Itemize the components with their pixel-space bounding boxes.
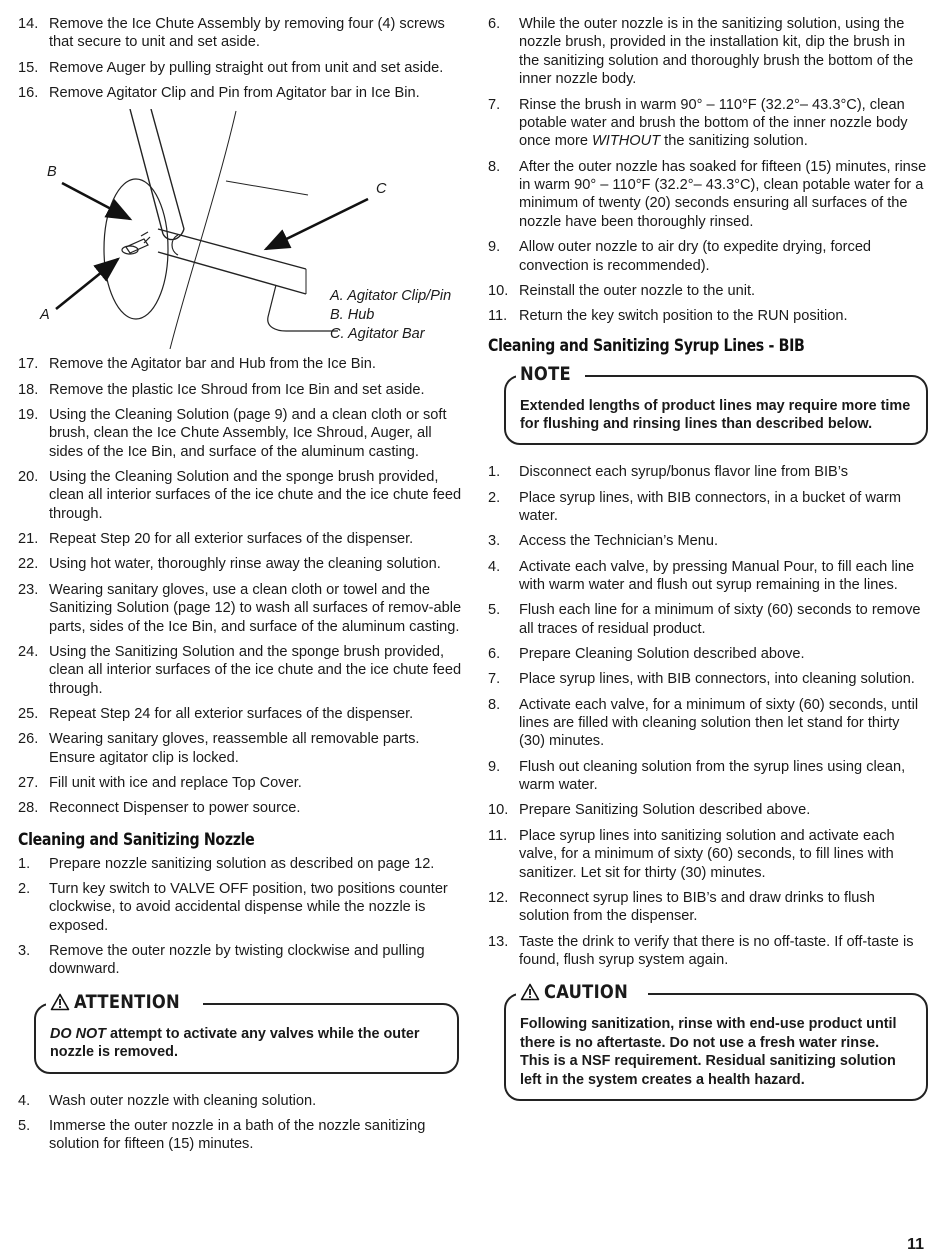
nozzle-step-4: 4. Wash outer nozzle with cleaning solution.: [18, 1092, 317, 1109]
step-23: 23. Wearing sanitary gloves, use a clean cloth or towel and the Sanitizing Solution (page 12) to wash all surfaces of remov-able parts, sides of the Ice Bin, and surface of the aluminum casting.: [18, 581, 462, 635]
figure-label-a: A: [40, 307, 50, 324]
figure-label-c: C: [376, 181, 387, 198]
attention-text: DO NOT attempt to activate any valves while the outer nozzle is removed.: [50, 1025, 420, 1061]
note-title: NOTE: [520, 362, 571, 385]
legend-item-c: C. Agitator Bar: [330, 326, 425, 343]
step-19: 19. Using the Cleaning Solution (page 9) and a clean cloth or soft brush, clean the Ice Chute Assembly, Ice Shroud, Auger, all sides of the Ice Bin, and surface of the aluminum casting.: [18, 406, 447, 460]
nozzle-step-8: 8. After the outer nozzle has soaked for fifteen (15) minutes, rinse in warm 90° – 110°F (32.2°– 43.3°C), clean potable water for a minimum of twenty (20) seconds ensuring all surfaces of the nozzle have been thoroughly rinsed.: [488, 158, 927, 230]
nozzle-steps-c: [488, 15, 928, 326]
right-column: [488, 15, 928, 1101]
note-text: Extended lengths of product lines may require more time for flushing and rinsing lines than described below.: [520, 397, 911, 432]
step-25: 25. Repeat Step 24 for all exterior surfaces of the dispenser.: [18, 705, 414, 722]
legend-item-a: A. Agitator Clip/Pin: [330, 288, 452, 305]
step-15: 15. Remove Auger by pulling straight out from unit and set aside.: [18, 59, 444, 76]
without-emphasis: WITHOUT: [592, 133, 661, 150]
nozzle-step-6: 6. While the outer nozzle is in the sanitizing solution, using the nozzle brush, provided in the installation kit, dip the brush in the sanitizing solution and thoroughly brush the bottom of the inner nozzle body.: [488, 16, 914, 88]
step-26: 26. Wearing sanitary gloves, reassemble all removable parts. Ensure agitator clip is locked.: [18, 731, 420, 766]
ice-bin-steps-b: [18, 355, 463, 817]
caution-title: CAUTION: [544, 981, 629, 1004]
note-box: [504, 362, 928, 446]
syrup-step-5: 5. Flush each line for a minimum of sixty (60) seconds to remove all traces of residual product.: [488, 602, 921, 637]
step-24: 24. Using the Sanitizing Solution and the sponge brush provided, clean all interior surfaces of the ice chute and the ice chute feed through.: [18, 643, 462, 697]
syrup-step-7: 7. Place syrup lines, with BIB connectors, into cleaning solution.: [488, 671, 915, 688]
step-28: 28. Reconnect Dispenser to power source.: [18, 800, 301, 817]
page-number: 11: [907, 1236, 924, 1253]
caution-text: Following sanitization, rinse with end-use product until there is no aftertaste. Do not use a fresh water rinse. This is a NSF requirement. Residual sanitizing solution left in the system creates a health hazard.: [520, 1016, 897, 1088]
caution-box: [504, 981, 928, 1101]
step-18: 18. Remove the plastic Ice Shroud from Ice Bin and set aside.: [18, 381, 425, 398]
attention-box: [34, 990, 459, 1074]
syrup-step-13: 13. Taste the drink to verify that there is no off-taste. If off-taste is found, flush syrup system again.: [488, 933, 914, 968]
nozzle-step-1: 1. Prepare nozzle sanitizing solution as described on page 12.: [18, 855, 435, 872]
nozzle-step-7: 7. Rinse the brush in warm 90° – 110°F (32.2°– 43.3°C), clean potable water and brush the bottom of the inner nozzle body once more WITHOUT the sanitizing solution.: [488, 96, 908, 150]
syrup-step-12: 12. Reconnect syrup lines to BIB’s and draw drinks to flush solution from the dispenser.: [488, 889, 875, 925]
attention-header: [46, 991, 203, 1013]
step-21: 21. Repeat Step 20 for all exterior surfaces of the dispenser.: [18, 531, 414, 548]
nozzle-steps-a: [18, 855, 463, 979]
syrup-step-9: 9. Flush out cleaning solution from the syrup lines using clean, warm water.: [488, 758, 906, 794]
ice-bin-steps-a: [18, 15, 463, 102]
syrup-section-heading: Cleaning and Sanitizing Syrup Lines - BIB: [488, 335, 805, 355]
syrup-step-4: 4. Activate each valve, by pressing Manual Pour, to fill each line with warm water and flush out syrup remaining in the lines.: [488, 558, 915, 594]
syrup-steps: [488, 463, 928, 969]
left-column: [18, 15, 463, 1161]
step-17: 17. Remove the Agitator bar and Hub from the Ice Bin.: [18, 356, 376, 373]
syrup-step-11: 11. Place syrup lines into sanitizing solution and activate each valve, for a minimum of sixty (60) seconds, to fill lines with sanitizer. Let sit for thirty (30) minutes.: [488, 827, 895, 881]
agitator-figure: [18, 109, 463, 349]
nozzle-step-5: 5. Immerse the outer nozzle in a bath of the nozzle sanitizing solution for fifteen (15) minutes.: [18, 1117, 426, 1153]
warning-triangle-icon: [50, 993, 70, 1011]
syrup-step-2: 2. Place syrup lines, with BIB connectors, in a bucket of warm water.: [488, 489, 902, 525]
step-14: 14. Remove the Ice Chute Assembly by removing four (4) screws that secure to unit and set aside.: [18, 16, 445, 51]
figure-label-b: B: [47, 164, 57, 181]
syrup-step-3: 3. Access the Technician’s Menu.: [488, 533, 719, 550]
syrup-step-1: 1. Disconnect each syrup/bonus flavor line from BIB’s: [488, 464, 849, 481]
nozzle-step-11: 11. Return the key switch position to the RUN position.: [488, 308, 848, 325]
nozzle-step-2: 2. Turn key switch to VALVE OFF position, two positions counter clockwise, to avoid accidental dispense while the nozzle is exposed.: [18, 880, 448, 934]
nozzle-step-9: 9. Allow outer nozzle to air dry (to expedite drying, forced convection is recommended).: [488, 239, 872, 274]
nozzle-section-heading: Cleaning and Sanitizing Nozzle: [18, 829, 255, 849]
syrup-step-10: 10. Prepare Sanitizing Solution described above.: [488, 802, 811, 819]
attention-emphasis: DO NOT: [50, 1025, 106, 1042]
warning-triangle-icon: [520, 983, 540, 1001]
step-27: 27. Fill unit with ice and replace Top Cover.: [18, 774, 302, 791]
syrup-step-6: 6. Prepare Cleaning Solution described above.: [488, 646, 805, 663]
arrow-c: [266, 199, 368, 249]
figure-legend: [330, 287, 451, 344]
legend-item-b: B. Hub: [330, 307, 375, 324]
step-20: 20. Using the Cleaning Solution and the sponge brush provided, clean all interior surfaces of the ice chute and the ice chute feed through.: [18, 469, 462, 522]
syrup-step-8: 8. Activate each valve, for a minimum of sixty (60) seconds, until lines are filled with cleaning solution then let stand for thirty (30) minutes.: [488, 696, 919, 750]
attention-title: ATTENTION: [74, 990, 180, 1013]
caution-header: [516, 981, 648, 1003]
nozzle-step-10: 10. Reinstall the outer nozzle to the unit.: [488, 282, 756, 299]
step-16: 16. Remove Agitator Clip and Pin from Agitator bar in Ice Bin.: [18, 85, 420, 101]
step-22: 22. Using hot water, thoroughly rinse away the cleaning solution.: [18, 556, 441, 573]
nozzle-step-3: 3. Remove the outer nozzle by twisting clockwise and pulling downward.: [18, 943, 425, 978]
note-header: [516, 363, 585, 385]
nozzle-steps-b: [18, 1092, 463, 1154]
